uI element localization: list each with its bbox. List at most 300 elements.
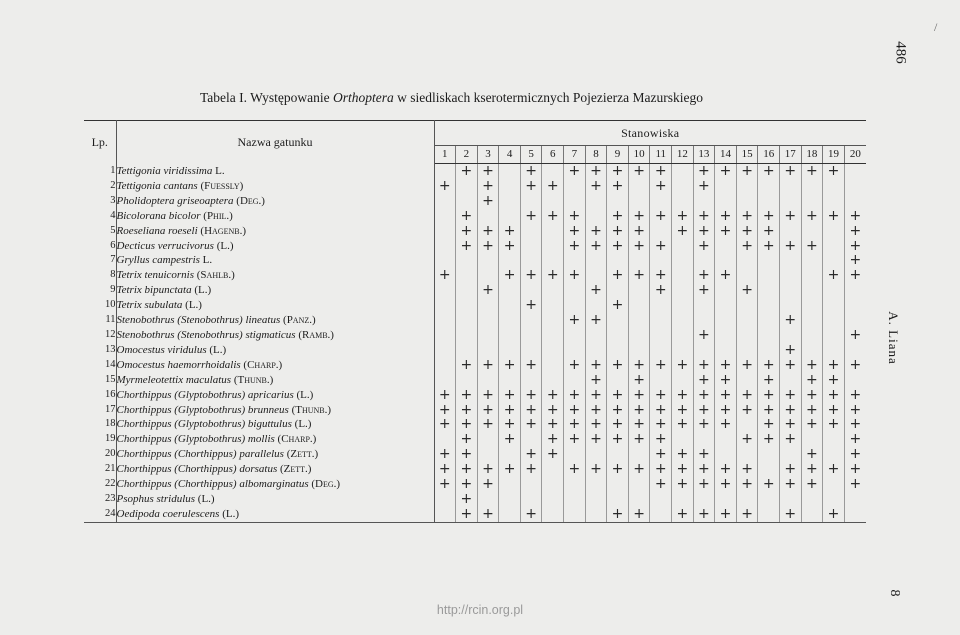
occurrence-cell: +: [520, 417, 542, 432]
row-number: 21: [84, 462, 116, 477]
occurrence-cell: [823, 194, 845, 209]
occurrence-cell: [607, 313, 629, 328]
occurrence-cell: [477, 432, 499, 447]
occurrence-cell: [693, 253, 715, 268]
occurrence-cell: [801, 283, 823, 298]
occurrence-cell: [693, 343, 715, 358]
occurrence-cell: +: [650, 432, 672, 447]
occurrence-cell: [542, 239, 564, 254]
species-author: (L.): [209, 343, 227, 356]
occurrence-cell: [844, 492, 866, 507]
row-number: 1: [84, 164, 116, 179]
occurrence-cell: +: [520, 298, 542, 313]
species-author: L.: [215, 164, 225, 177]
species-name: Oedipoda coerulescens: [116, 507, 220, 520]
occurrence-cell: [672, 343, 694, 358]
occurrence-cell: [499, 283, 521, 298]
row-number: 5: [84, 224, 116, 239]
occurrence-cell: +: [434, 417, 456, 432]
occurrence-cell: +: [434, 268, 456, 283]
occurrence-cell: [672, 164, 694, 179]
species-name: Tetrix tenuicornis: [116, 269, 195, 282]
occurrence-cell: +: [607, 239, 629, 254]
occurrence-cell: +: [693, 388, 715, 403]
occurrence-cell: +: [780, 388, 802, 403]
occurrence-cell: +: [564, 403, 586, 418]
occurrence-cell: +: [499, 462, 521, 477]
occurrence-cell: [758, 298, 780, 313]
occurrence-cell: [736, 328, 758, 343]
occurrence-cell: [585, 194, 607, 209]
species-name: Myrmeleotettix maculatus: [116, 373, 232, 386]
table-row: [84, 179, 866, 194]
occurrence-cell: [844, 343, 866, 358]
occurrence-cell: +: [499, 239, 521, 254]
occurrence-cell: +: [477, 164, 499, 179]
column-header-3: 3: [477, 146, 499, 164]
occurrence-cell: +: [477, 194, 499, 209]
row-number: 8: [84, 268, 116, 283]
occurrence-cell: [607, 194, 629, 209]
occurrence-cell: [758, 268, 780, 283]
species-name: Chorthippus (Glyptobothrus) apricarius: [116, 388, 294, 401]
table-row: [84, 224, 866, 239]
occurrence-cell: [456, 298, 478, 313]
occurrence-cell: +: [693, 283, 715, 298]
occurrence-cell: [693, 298, 715, 313]
table-row: [84, 477, 866, 492]
occurrence-cell: +: [585, 373, 607, 388]
occurrence-cell: +: [736, 432, 758, 447]
occurrence-cell: [564, 283, 586, 298]
species-author: (Zett.): [286, 448, 319, 461]
table-row: [84, 164, 866, 179]
occurrence-cell: [542, 477, 564, 492]
occurrence-cell: +: [499, 403, 521, 418]
species-cell: [116, 373, 434, 388]
occurrence-cell: +: [564, 432, 586, 447]
row-number: 12: [84, 328, 116, 343]
occurrence-cell: [672, 328, 694, 343]
occurrence-cell: [693, 313, 715, 328]
occurrence-cell: [499, 343, 521, 358]
column-header-12: 12: [672, 146, 694, 164]
occurrence-cell: +: [477, 283, 499, 298]
header-species-name: Nazwa gatunku: [116, 121, 434, 164]
species-cell: [116, 224, 434, 239]
occurrence-cell: [434, 224, 456, 239]
occurrence-cell: [801, 179, 823, 194]
column-header-18: 18: [801, 146, 823, 164]
occurrence-cell: [780, 224, 802, 239]
row-number: 2: [84, 179, 116, 194]
occurrence-cell: [499, 492, 521, 507]
occurrence-cell: +: [477, 388, 499, 403]
occurrence-cell: [823, 313, 845, 328]
occurrence-cell: [650, 313, 672, 328]
occurrence-cell: +: [823, 373, 845, 388]
occurrence-cell: [780, 283, 802, 298]
occurrence-cell: [585, 507, 607, 522]
species-cell: [116, 268, 434, 283]
species-author: (L.): [185, 299, 202, 312]
occurrence-cell: [780, 373, 802, 388]
table-row: [84, 462, 866, 477]
species-name: Chorthippus (Glyptobothrus) brunneus: [116, 403, 289, 416]
caption-prefix: Tabela I. Występowanie: [200, 90, 333, 105]
occurrence-cell: [542, 253, 564, 268]
occurrence-cell: +: [672, 417, 694, 432]
occurrence-cell: [715, 194, 737, 209]
occurrence-cell: [499, 194, 521, 209]
occurrence-cell: +: [520, 209, 542, 224]
occurrence-cell: [520, 492, 542, 507]
occurrence-cell: +: [715, 373, 737, 388]
occurrence-cell: +: [520, 447, 542, 462]
occurrence-cell: +: [693, 179, 715, 194]
occurrence-cell: +: [434, 403, 456, 418]
occurrence-cell: [585, 268, 607, 283]
occurrence-cell: +: [607, 403, 629, 418]
occurrence-cell: +: [650, 358, 672, 373]
species-cell: [116, 432, 434, 447]
species-author: (L.): [197, 492, 215, 505]
occurrence-cell: [564, 492, 586, 507]
occurrence-cell: +: [844, 447, 866, 462]
species-author: (L.): [296, 388, 314, 401]
occurrence-cell: [607, 492, 629, 507]
species-cell: [116, 507, 434, 522]
occurrence-cell: [585, 492, 607, 507]
header-stanowiska: Stanowiska: [434, 121, 866, 146]
table-row: [84, 373, 866, 388]
occurrence-cell: +: [736, 209, 758, 224]
table-row: [84, 403, 866, 418]
occurrence-cell: [628, 492, 650, 507]
occurrence-cell: +: [780, 477, 802, 492]
occurrence-cell: [650, 373, 672, 388]
occurrence-cell: [585, 298, 607, 313]
occurrence-cell: [758, 507, 780, 522]
table-row: [84, 239, 866, 254]
occurrence-cell: [628, 447, 650, 462]
occurrence-cell: [628, 477, 650, 492]
occurrence-cell: [758, 253, 780, 268]
occurrence-cell: +: [434, 447, 456, 462]
occurrence-cell: [456, 179, 478, 194]
column-header-20: 20: [844, 146, 866, 164]
occurrence-cell: [780, 298, 802, 313]
occurrence-cell: [736, 343, 758, 358]
occurrence-cell: [672, 239, 694, 254]
occurrence-cell: [520, 253, 542, 268]
occurrence-cell: +: [650, 283, 672, 298]
occurrence-cell: [499, 313, 521, 328]
row-number: 18: [84, 417, 116, 432]
occurrence-cell: +: [607, 209, 629, 224]
occurrence-cell: +: [650, 388, 672, 403]
occurrence-cell: [434, 298, 456, 313]
species-name: Tetrix subulata: [116, 299, 183, 312]
occurrence-cell: +: [736, 164, 758, 179]
occurrence-cell: [823, 328, 845, 343]
occurrence-cell: +: [607, 268, 629, 283]
occurrence-cell: [736, 447, 758, 462]
occurrence-cell: [520, 432, 542, 447]
table-row: [84, 209, 866, 224]
occurrence-cell: +: [520, 462, 542, 477]
occurrence-cell: [736, 253, 758, 268]
species-name: Psophus stridulus: [116, 492, 196, 505]
occurrence-cell: [434, 328, 456, 343]
occurrence-cell: [520, 328, 542, 343]
occurrence-cell: +: [542, 432, 564, 447]
occurrence-cell: +: [672, 224, 694, 239]
species-cell: [116, 403, 434, 418]
species-name: Tetrix bipunctata: [116, 284, 192, 297]
occurrence-cell: +: [542, 268, 564, 283]
species-author: (Phil.): [203, 209, 233, 222]
species-cell: [116, 447, 434, 462]
occurrence-cell: +: [650, 403, 672, 418]
column-header-14: 14: [715, 146, 737, 164]
occurrence-cell: [823, 283, 845, 298]
occurrence-cell: [499, 298, 521, 313]
occurrence-cell: [564, 328, 586, 343]
occurrence-cell: +: [456, 358, 478, 373]
occurrence-cell: +: [693, 462, 715, 477]
occurrence-cell: +: [844, 239, 866, 254]
occurrence-cell: [499, 164, 521, 179]
occurrence-cell: +: [477, 358, 499, 373]
occurrence-cell: [434, 313, 456, 328]
occurrence-cell: +: [585, 313, 607, 328]
occurrence-cell: [477, 343, 499, 358]
occurrence-cell: [477, 298, 499, 313]
occurrence-cell: +: [693, 358, 715, 373]
occurrence-cell: [564, 343, 586, 358]
occurrence-cell: +: [520, 507, 542, 522]
occurrence-cell: [715, 328, 737, 343]
species-name: Pholidoptera griseoaptera: [116, 194, 234, 207]
occurrence-cell: [844, 283, 866, 298]
occurrence-cell: +: [456, 224, 478, 239]
species-cell: [116, 283, 434, 298]
occurrence-cell: [672, 268, 694, 283]
column-header-19: 19: [823, 146, 845, 164]
occurrence-cell: +: [650, 239, 672, 254]
occurrence-cell: +: [693, 164, 715, 179]
occurrence-cell: +: [844, 477, 866, 492]
occurrence-cell: [434, 194, 456, 209]
occurrence-cell: [780, 268, 802, 283]
occurrence-cell: +: [715, 477, 737, 492]
occurrence-cell: [650, 253, 672, 268]
row-number: 14: [84, 358, 116, 373]
occurrence-cell: +: [715, 462, 737, 477]
species-name: Chorthippus (Chorthippus) dorsatus: [116, 463, 278, 476]
footer-url: http://rcin.org.pl: [436, 603, 524, 617]
occurrence-cell: +: [542, 209, 564, 224]
occurrence-cell: +: [520, 403, 542, 418]
occurrence-cell: +: [499, 224, 521, 239]
occurrence-cell: +: [715, 268, 737, 283]
occurrence-cell: +: [672, 388, 694, 403]
table-row: [84, 298, 866, 313]
occurrence-cell: +: [801, 388, 823, 403]
occurrence-cell: +: [477, 239, 499, 254]
occurrence-cell: +: [585, 164, 607, 179]
table-row: [84, 194, 866, 209]
species-author: (L.): [222, 507, 239, 520]
species-author: (Hagenb.): [200, 224, 246, 237]
occurrence-cell: +: [693, 328, 715, 343]
occurrence-cell: +: [736, 358, 758, 373]
occurrence-cell: [456, 313, 478, 328]
occurrence-cell: +: [693, 239, 715, 254]
occurrence-cell: +: [650, 209, 672, 224]
occurrence-cell: +: [715, 224, 737, 239]
occurrence-cell: +: [564, 358, 586, 373]
occurrence-cell: +: [499, 358, 521, 373]
page-number: 486: [892, 41, 909, 64]
occurrence-cell: [801, 224, 823, 239]
occurrence-cell: +: [758, 239, 780, 254]
occurrence-cell: +: [736, 388, 758, 403]
species-name: Gryllus campestris: [116, 254, 200, 267]
table-row: [84, 388, 866, 403]
occurrence-cell: +: [693, 477, 715, 492]
row-number: 20: [84, 447, 116, 462]
occurrence-cell: +: [564, 313, 586, 328]
occurrence-cell: +: [758, 417, 780, 432]
occurrence-cell: +: [520, 388, 542, 403]
table-row: [84, 253, 866, 268]
occurrence-cell: +: [456, 403, 478, 418]
occurrence-cell: +: [564, 239, 586, 254]
occurrence-cell: +: [823, 417, 845, 432]
occurrence-cell: +: [607, 432, 629, 447]
occurrence-cell: +: [434, 388, 456, 403]
occurrence-cell: [844, 194, 866, 209]
occurrence-cell: [434, 492, 456, 507]
occurrence-cell: +: [628, 209, 650, 224]
occurrence-cell: +: [607, 179, 629, 194]
occurrence-cell: +: [693, 403, 715, 418]
row-number: 6: [84, 239, 116, 254]
occurrence-cell: [780, 328, 802, 343]
occurrence-cell: +: [564, 462, 586, 477]
occurrence-cell: +: [650, 447, 672, 462]
occurrence-cell: +: [650, 164, 672, 179]
occurrence-cell: +: [801, 447, 823, 462]
occurrence-cell: +: [844, 328, 866, 343]
column-header-10: 10: [628, 146, 650, 164]
occurrence-cell: +: [650, 417, 672, 432]
species-cell: [116, 209, 434, 224]
column-header-17: 17: [780, 146, 802, 164]
occurrence-cell: [434, 432, 456, 447]
species-cell: [116, 477, 434, 492]
species-name: Chorthippus (Chorthippus) parallelus: [116, 448, 284, 461]
occurrence-cell: +: [650, 477, 672, 492]
occurrence-cell: +: [564, 209, 586, 224]
occurrence-cell: [499, 253, 521, 268]
occurrence-cell: [715, 298, 737, 313]
occurrence-cell: +: [801, 462, 823, 477]
occurrence-cell: +: [801, 373, 823, 388]
occurrence-cell: [477, 328, 499, 343]
occurrence-cell: [844, 298, 866, 313]
occurrence-cell: [585, 209, 607, 224]
occurrence-cell: +: [780, 239, 802, 254]
occurrence-cell: +: [564, 164, 586, 179]
occurrence-cell: +: [736, 403, 758, 418]
species-cell: [116, 462, 434, 477]
occurrence-cell: +: [628, 224, 650, 239]
occurrence-cell: [758, 462, 780, 477]
occurrence-cell: [456, 373, 478, 388]
species-cell: [116, 328, 434, 343]
occurrence-cell: [823, 447, 845, 462]
occurrence-cell: +: [672, 507, 694, 522]
occurrence-cell: +: [693, 373, 715, 388]
occurrence-cell: +: [672, 462, 694, 477]
row-number: 15: [84, 373, 116, 388]
species-author: (Fuessly): [200, 179, 244, 192]
occurrence-cell: +: [844, 388, 866, 403]
occurrence-cell: +: [628, 164, 650, 179]
occurrence-cell: [607, 343, 629, 358]
occurrence-cell: +: [542, 403, 564, 418]
row-number: 9: [84, 283, 116, 298]
occurrence-cell: +: [477, 403, 499, 418]
occurrence-cell: [823, 224, 845, 239]
occurrence-cell: +: [736, 477, 758, 492]
occurrence-cell: [542, 373, 564, 388]
occurrence-cell: [844, 164, 866, 179]
occurrence-cell: +: [780, 432, 802, 447]
species-cell: [116, 313, 434, 328]
occurrence-cell: +: [564, 224, 586, 239]
occurrence-cell: [477, 209, 499, 224]
row-number: 7: [84, 253, 116, 268]
occurrence-cell: [564, 179, 586, 194]
row-number: 17: [84, 403, 116, 418]
occurrence-cell: +: [607, 417, 629, 432]
occurrence-cell: +: [607, 507, 629, 522]
table-body: [84, 164, 866, 523]
occurrence-cell: +: [715, 209, 737, 224]
occurrence-cell: [844, 373, 866, 388]
species-author: (Panz.): [283, 314, 316, 327]
occurrence-cell: [477, 373, 499, 388]
species-author: (Deg.): [311, 478, 341, 491]
occurrence-cell: [499, 209, 521, 224]
occurrence-cell: [736, 373, 758, 388]
occurrence-cell: [844, 313, 866, 328]
occurrence-cell: [628, 313, 650, 328]
occurrence-cell: +: [801, 403, 823, 418]
column-header-1: 1: [434, 146, 456, 164]
occurrence-cell: +: [801, 477, 823, 492]
occurrence-cell: [693, 492, 715, 507]
occurrence-cell: +: [715, 388, 737, 403]
occurrence-cell: [736, 492, 758, 507]
occurrence-cell: +: [844, 403, 866, 418]
occurrence-cell: +: [672, 447, 694, 462]
occurrence-cell: [672, 283, 694, 298]
